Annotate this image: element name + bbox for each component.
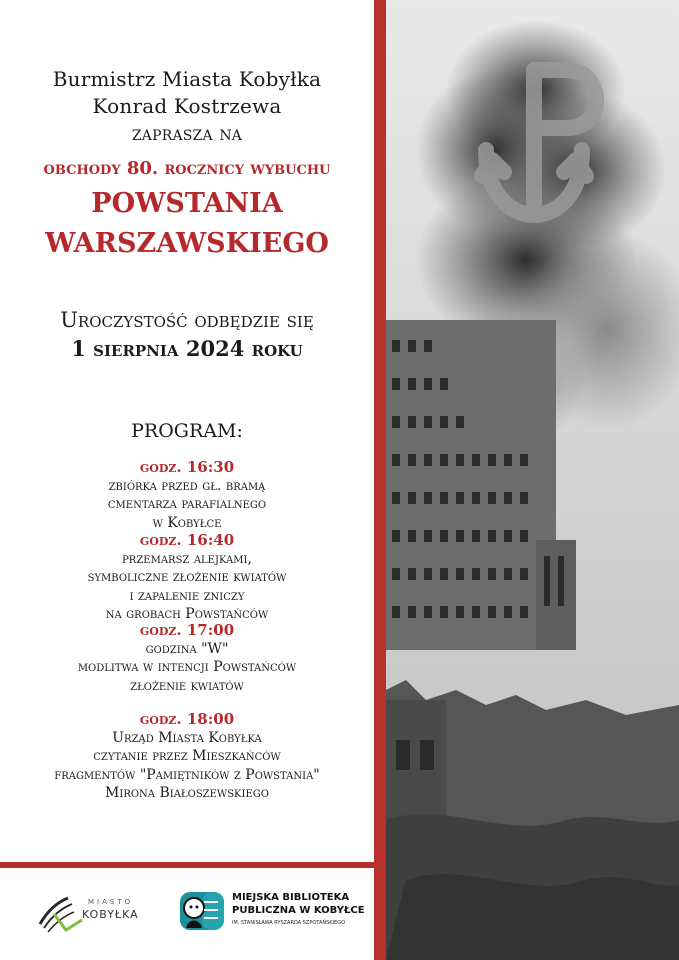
kobylka-logo — [34, 890, 164, 940]
program-item — [0, 458, 374, 532]
program-line: modlitwa w intencji Powstańców — [77, 659, 297, 675]
program-line: na grobach Powstańców — [105, 606, 269, 622]
program-line: przemarsz alejkami, — [122, 550, 252, 567]
program-time: godz. 16:30 — [139, 458, 235, 476]
historical-photo — [386, 0, 679, 960]
program-time: godz. 17:00 — [139, 621, 235, 639]
footer-logos — [0, 870, 374, 960]
program-item — [0, 710, 374, 803]
library-name-line1: MIEJSKA BIBLIOTEKA — [232, 892, 350, 903]
library-logo — [178, 886, 368, 938]
program-time: godz. 16:40 — [139, 531, 235, 549]
event-date: 1 sierpnia 2024 roku — [71, 336, 303, 361]
footer-divider — [0, 862, 374, 868]
event-title-line2: WARSZAWSKIEGO — [45, 228, 329, 259]
program-line: Urząd Miasta Kobyłka — [112, 729, 262, 746]
accent-bar — [374, 0, 386, 960]
city-name-label: KOBYŁKA — [82, 908, 139, 921]
date-intro: Uroczystość odbędzie się — [60, 308, 314, 332]
program-line: czytanie przez Mieszkańców — [93, 748, 281, 764]
program-line: zbiórka przed gł. bramą — [108, 477, 266, 494]
event-subtitle: obchody 80. rocznicy wybuchu — [43, 158, 331, 179]
mayor-name: Konrad Kostrzewa — [92, 94, 282, 118]
invite-verb: zaprasza na — [131, 121, 243, 145]
program-line: godzina "W" — [145, 640, 229, 657]
program-line: złożenie kwiatów — [130, 677, 244, 694]
program-line: i zapalenie zniczy — [129, 587, 245, 604]
program-line: symboliczne złożenie kwiatów — [87, 569, 287, 585]
program-item — [0, 531, 374, 624]
library-emblem-icon — [178, 888, 228, 934]
library-patron: IM. STANISŁAWA RYSZARDA SZPOTAŃSKIEGO — [232, 920, 346, 926]
program-time: godz. 18:00 — [139, 710, 235, 728]
program-line: cmentarza parafialnego — [107, 496, 267, 512]
program-line: w Kobyłce — [152, 514, 222, 531]
event-title-line1: POWSTANIA — [91, 188, 283, 219]
program-item — [0, 621, 374, 695]
program-line: Mirona Białoszewskiego — [105, 785, 269, 801]
mayor-title: Burmistrz Miasta Kobyłka — [52, 67, 322, 91]
city-small-label: MIASTO — [88, 898, 134, 906]
program-title: PROGRAM: — [131, 420, 243, 442]
library-name-line2: PUBLICZNA W KOBYŁCE — [232, 905, 365, 916]
program-line: fragmentów "Pamiętników z Powstania" — [54, 766, 320, 783]
invitation-block — [0, 66, 374, 147]
warsaw-uprising-photo-illustration — [386, 0, 679, 960]
